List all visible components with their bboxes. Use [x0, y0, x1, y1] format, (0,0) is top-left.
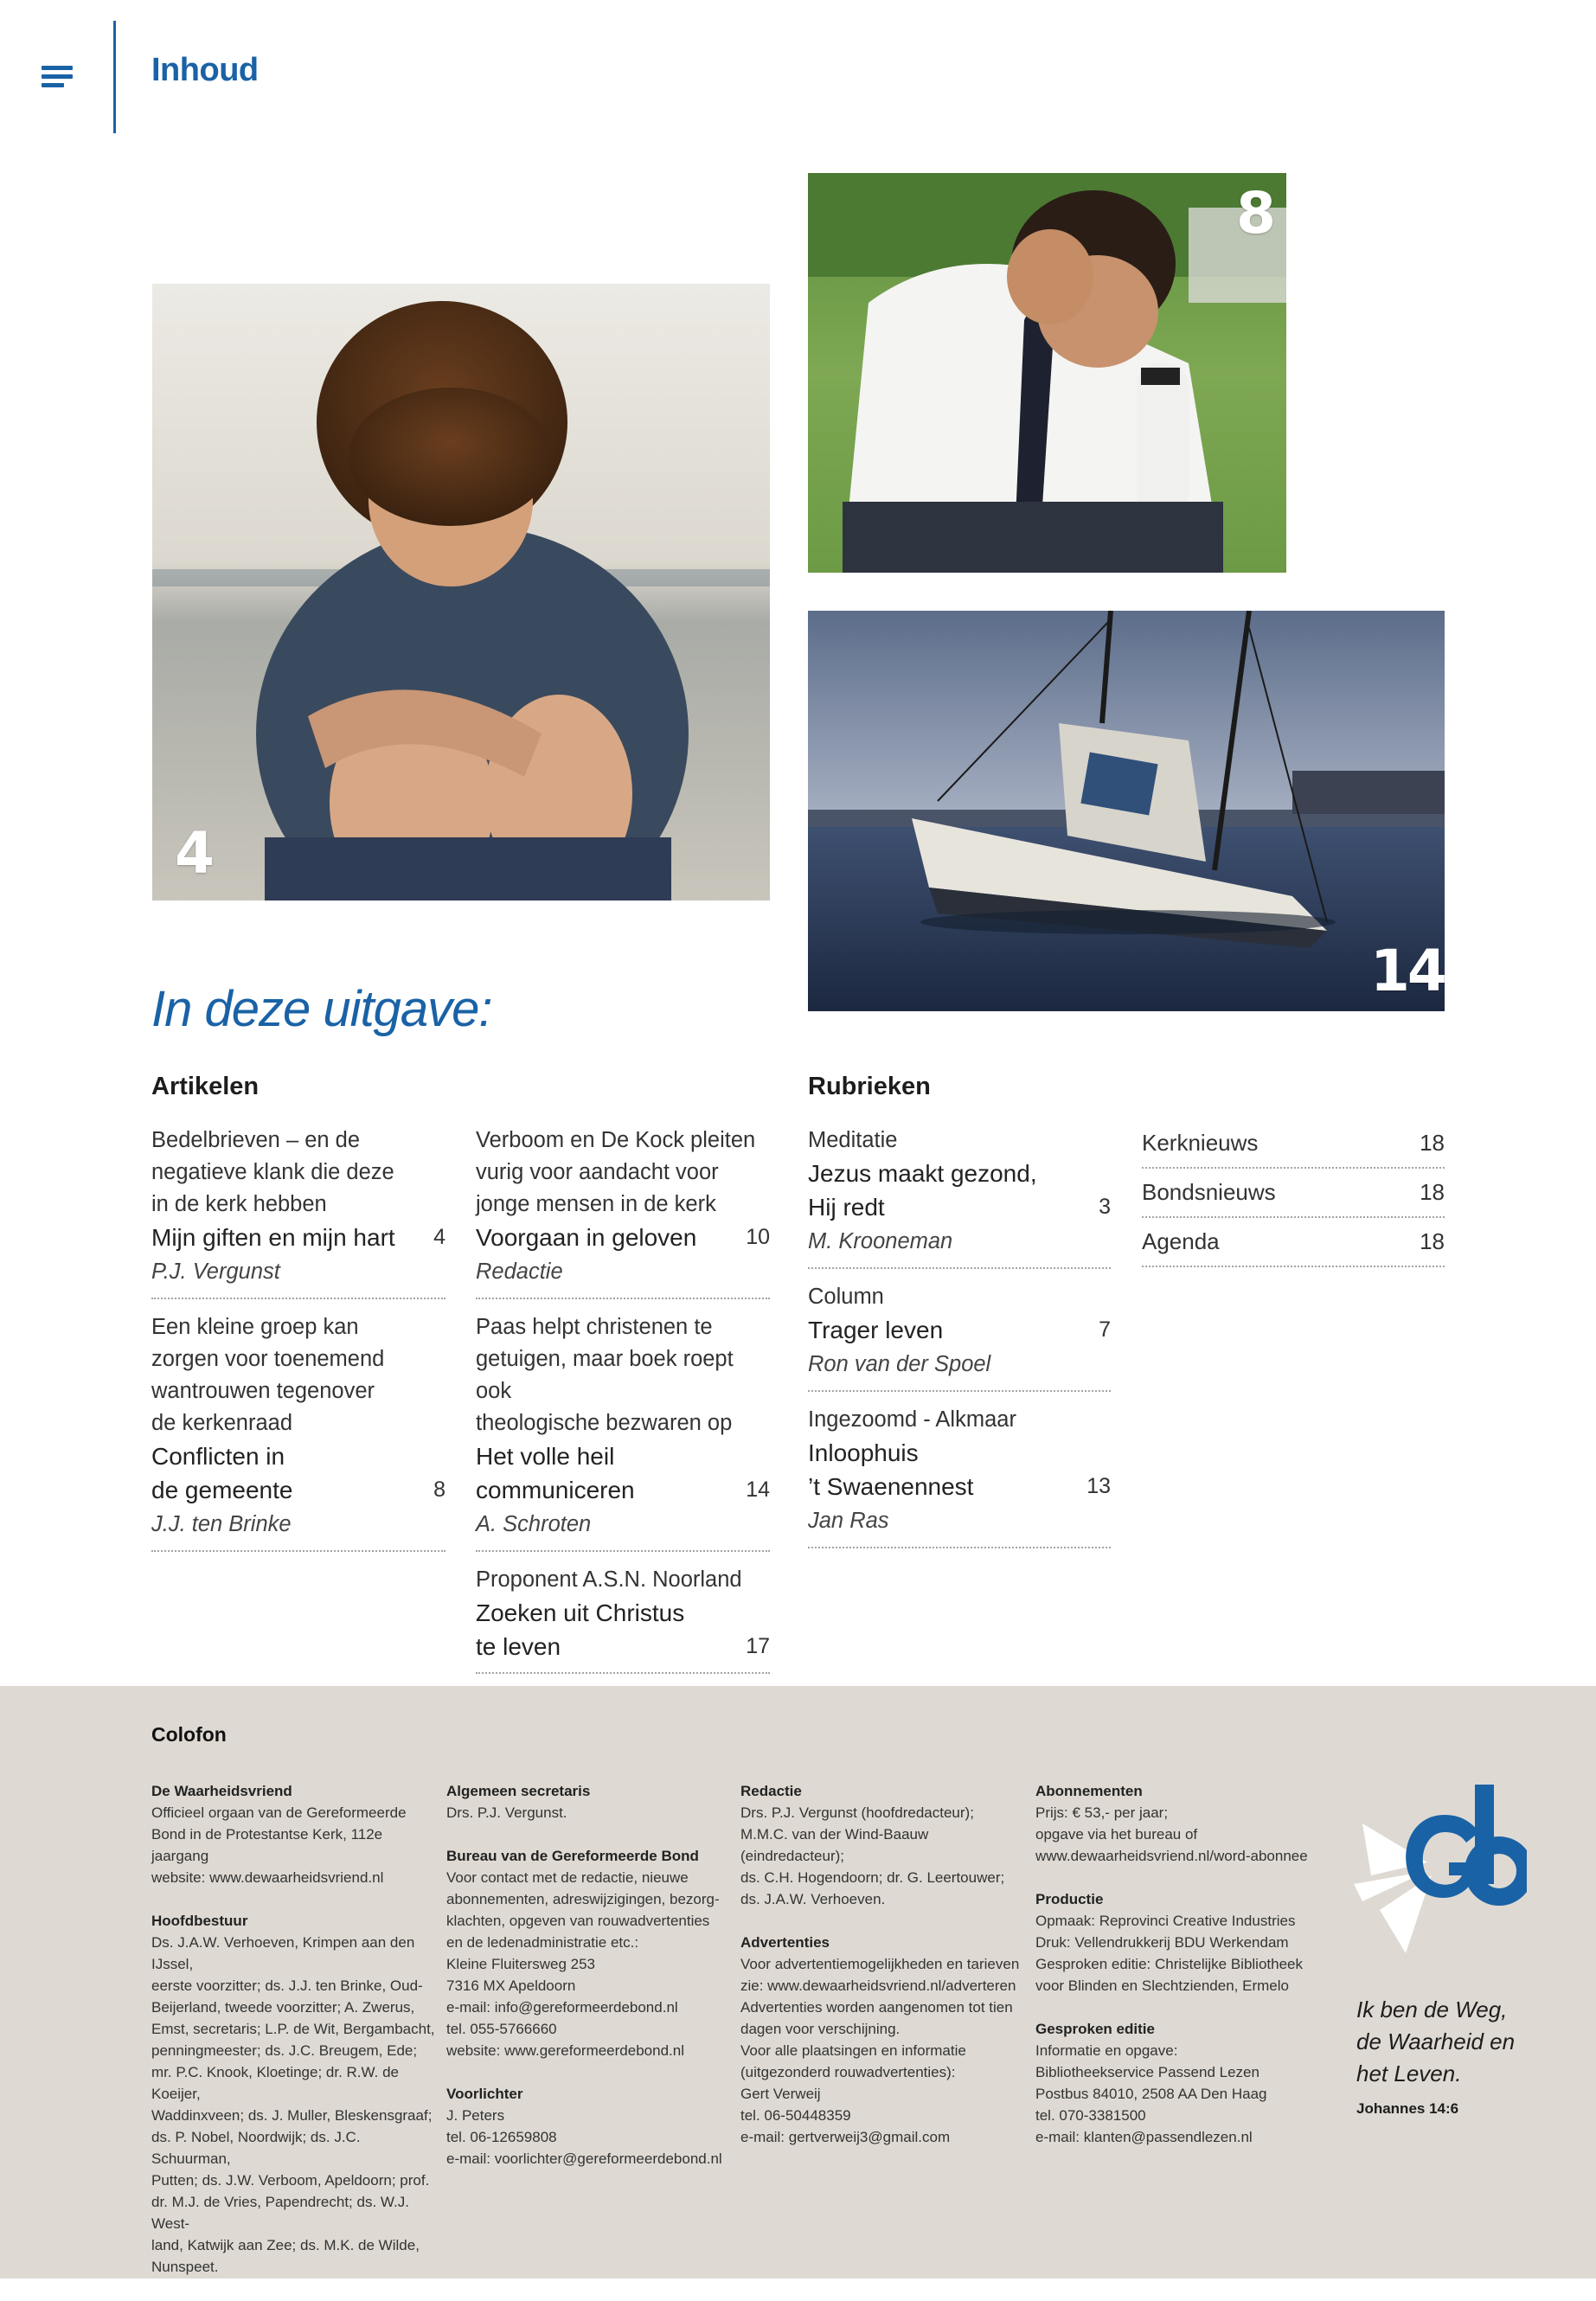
colofon-line: tel. 06-12659808 — [446, 2129, 557, 2145]
photo-child-page-number: 4 — [175, 820, 212, 887]
colofon-line: Emst, secretaris; L.P. de Wit, Bergambacht, — [151, 2021, 435, 2037]
article-author: A. Schroten — [476, 1512, 592, 1536]
rubriek-label: Bondsnieuws — [1142, 1179, 1276, 1205]
colofon-section-heading: Algemeen secretaris — [446, 1783, 591, 1799]
article-kicker: wantrouwen tegenover — [151, 1379, 375, 1403]
rubriek-page-number: 18 — [1420, 1130, 1445, 1156]
colofon-line: zie: www.dewaarheidsvriend.nl/adverteren — [740, 1977, 1016, 1994]
bible-quote-reference: Johannes 14:6 — [1356, 2100, 1459, 2117]
colofon-section-heading: Redactie — [740, 1783, 802, 1799]
rubriek-page-number: 13 — [1086, 1474, 1111, 1498]
article-page-number: 10 — [746, 1225, 770, 1249]
article-kicker: Bedelbrieven – en de — [151, 1128, 361, 1152]
contents-heading: In deze uitgave: — [151, 981, 492, 1037]
colofon-line: dagen voor verschijning. — [740, 2021, 901, 2037]
colofon-line: voor Blinden en Slechtzienden, Ermelo — [1035, 1977, 1289, 1994]
colofon-section-heading: Gesproken editie — [1035, 2021, 1155, 2037]
colofon-line: Gesproken editie: Christelijke Bibliotheek — [1035, 1956, 1303, 1972]
article-kicker: Proponent A.S.N. Noorland — [476, 1567, 742, 1592]
rubriek-author: M. Krooneman — [808, 1229, 953, 1253]
colofon-line: e-mail: gertverweij3@gmail.com — [740, 2129, 951, 2145]
artikelen-column-1 — [151, 1125, 445, 1564]
colofon-spacer — [740, 1910, 1026, 1932]
colofon-column-3 — [740, 1780, 1026, 2148]
rubriek-page-number: 18 — [1420, 1228, 1445, 1254]
colofon-line: Beijerland, tweede voorzitter; A. Zwerus, — [151, 1999, 415, 2016]
colofon-line: ds. J.A.W. Verhoeven. — [740, 1891, 886, 1907]
colofon-line: Drs. P.J. Vergunst (hoofdredacteur); — [740, 1804, 974, 1821]
rubriek-item-kerknieuws[interactable] — [1142, 1125, 1445, 1169]
colofon-column-2 — [446, 1780, 732, 2170]
bible-quote — [1356, 1994, 1515, 2090]
rubriek-title: Jezus maakt gezond, — [808, 1160, 1037, 1187]
colofon-spacer — [1035, 1997, 1321, 2018]
colofon-line: opgave via het bureau of — [1035, 1826, 1198, 1843]
colofon-line: tel. 070-3381500 — [1035, 2107, 1146, 2124]
colofon-line: Bibliotheekservice Passend Lezen — [1035, 2064, 1259, 2080]
colofon-line: land, Katwijk aan Zee; ds. M.K. de Wilde, — [151, 2237, 420, 2253]
article-kicker: theologische bezwaren op — [476, 1411, 733, 1435]
rubriek-entry[interactable] — [808, 1125, 1111, 1269]
colofon-line: M.M.C. van der Wind-Baauw (eindredacteur); — [740, 1826, 929, 1864]
colofon-line: Bond in de Protestantse Kerk, 112e jaargang — [151, 1826, 383, 1864]
photo-boat-page-number: 14 — [1370, 938, 1445, 1004]
quote-line: de Waarheid en — [1356, 2029, 1516, 2054]
article-title: Mijn giften en mijn hart — [151, 1224, 395, 1251]
article-entry[interactable] — [151, 1125, 445, 1299]
article-author: Redactie — [476, 1259, 563, 1284]
rubriek-title: Hij redt — [808, 1194, 885, 1221]
article-title: Conflicten in — [151, 1443, 285, 1470]
colofon-section-heading: Hoofdbestuur — [151, 1913, 248, 1929]
colofon-column-4 — [1035, 1780, 1321, 2148]
article-kicker: negatieve klank die deze — [151, 1160, 394, 1184]
colofon-line: Officieel orgaan van de Gereformeerde — [151, 1804, 407, 1821]
article-author: J.J. ten Brinke — [151, 1512, 292, 1536]
colofon-section-heading: Advertenties — [740, 1934, 830, 1951]
colofon-column-1 — [151, 1780, 437, 2278]
rubriek-label: Agenda — [1142, 1228, 1220, 1254]
boat-photo-illustration — [808, 611, 1445, 1011]
colofon-line: Advertenties worden aangenomen tot tien — [740, 1999, 1013, 2016]
man-photo-illustration — [808, 173, 1286, 573]
colofon-line: eerste voorzitter; ds. J.J. ten Brinke, Oud- — [151, 1977, 423, 1994]
article-kicker: in de kerk hebben — [151, 1192, 327, 1216]
article-title: te leven — [476, 1633, 561, 1660]
article-kicker: jonge mensen in de kerk — [476, 1192, 716, 1216]
article-title: Voorgaan in geloven — [476, 1224, 697, 1251]
article-author: P.J. Vergunst — [151, 1259, 280, 1284]
artikelen-column-2 — [476, 1125, 770, 1686]
rubriek-page-number: 7 — [1099, 1317, 1111, 1342]
article-kicker: Verboom en De Kock pleiten — [476, 1128, 756, 1152]
colofon-line: klachten, opgeven van rouwadvertenties — [446, 1913, 710, 1929]
colofon-line: Voor contact met de redactie, nieuwe — [446, 1869, 689, 1886]
colofon-line: Prijs: € 53,- per jaar; — [1035, 1804, 1169, 1821]
artikelen-heading: Artikelen — [151, 1073, 260, 1100]
rubriek-author: Ron van der Spoel — [808, 1352, 991, 1376]
rubriek-item-agenda[interactable] — [1142, 1223, 1445, 1267]
colofon-heading: Colofon — [151, 1723, 227, 1746]
rubrieken-heading: Rubrieken — [808, 1073, 931, 1100]
colofon-section-heading: Voorlichter — [446, 2086, 523, 2102]
colofon-line: abonnementen, adreswijzigingen, bezorg- — [446, 1891, 720, 1907]
rubrieken-column-2 — [1142, 1125, 1445, 1272]
colofon-line: 7316 MX Apeldoorn — [446, 1977, 576, 1994]
colofon-line: en de ledenadministratie etc.: — [446, 1934, 639, 1951]
rubriek-kicker: Meditatie — [808, 1128, 898, 1152]
colofon-section-heading: De Waarheidsvriend — [151, 1783, 292, 1799]
article-page-number: 14 — [746, 1477, 770, 1502]
colofon-line: Ds. J.A.W. Verhoeven, Krimpen aan den IJssel, — [151, 1934, 415, 1972]
hamburger-menu-icon[interactable] — [42, 66, 73, 88]
colofon-line: Postbus 84010, 2508 AA Den Haag — [1035, 2086, 1267, 2102]
rubriek-title: ’t Swaenennest — [808, 1473, 974, 1500]
colofon-line: tel. 055-5766660 — [446, 2021, 557, 2037]
colofon-line: Nunspeet. — [151, 2259, 219, 2275]
colofon-line: Gert Verweij — [740, 2086, 821, 2102]
rubriek-title: Trager leven — [808, 1317, 944, 1343]
article-kicker: de kerkenraad — [151, 1411, 293, 1435]
rubriek-entry[interactable] — [808, 1404, 1111, 1548]
quote-line: Ik ben de Weg, — [1356, 1997, 1508, 2022]
colofon-line: Druk: Vellendrukkerij BDU Werkendam — [1035, 1934, 1289, 1951]
photo-child-article-4[interactable] — [152, 284, 770, 901]
colofon-line: www.dewaarheidsvriend.nl/word-abonnee — [1035, 1848, 1308, 1864]
article-kicker: Paas helpt christenen te — [476, 1315, 713, 1339]
colofon-section-heading: Productie — [1035, 1891, 1104, 1907]
rubrieken-column-1 — [808, 1125, 1111, 1561]
rubriek-page-number: 3 — [1099, 1195, 1111, 1219]
colofon-line: Informatie en opgave: — [1035, 2042, 1178, 2059]
gereformeerde-bond-logo — [1354, 1780, 1527, 1971]
colofon-line: ds. P. Nobel, Noordwijk; ds. J.C. Schuurman, — [151, 2129, 361, 2167]
colofon-line: e-mail: klanten@passendlezen.nl — [1035, 2129, 1253, 2145]
colofon-line: Voor alle plaatsingen en informatie — [740, 2042, 966, 2059]
colofon-line: Opmaak: Reprovinci Creative Industries — [1035, 1913, 1296, 1929]
article-page-number: 17 — [746, 1634, 770, 1658]
colofon-section-heading: Abonnementen — [1035, 1783, 1143, 1799]
colofon-line: ds. C.H. Hogendoorn; dr. G. Leertouwer; — [740, 1869, 1005, 1886]
article-title: Zoeken uit Christus — [476, 1599, 685, 1626]
colofon-spacer — [151, 1888, 437, 1910]
rubriek-item-bondsnieuws[interactable] — [1142, 1174, 1445, 1218]
photo-boat-article-14[interactable] — [808, 611, 1445, 1011]
photo-man-page-number: 8 — [1236, 180, 1273, 247]
child-photo-illustration — [152, 284, 770, 901]
article-entry[interactable] — [476, 1311, 770, 1552]
colofon-line: e-mail: info@gereformeerdebond.nl — [446, 1999, 678, 2016]
colofon-line: J. Peters — [446, 2107, 505, 2124]
article-entry[interactable] — [476, 1564, 770, 1674]
article-page-number: 8 — [433, 1477, 445, 1502]
rubriek-title: Inloophuis — [808, 1439, 919, 1466]
colofon-line: website: www.gereformeerdebond.nl — [446, 2042, 684, 2059]
colofon-line: website: www.dewaarheidsvriend.nl — [151, 1869, 384, 1886]
rubriek-kicker: Ingezoomd - Alkmaar — [808, 1407, 1016, 1432]
colofon-line: penningmeester; ds. J.C. Breugem, Ede; — [151, 2042, 418, 2059]
rubriek-author: Jan Ras — [808, 1509, 889, 1533]
header-divider — [113, 21, 116, 133]
article-title: Het volle heil — [476, 1443, 615, 1470]
colofon-line: Waddinxveen; ds. J. Muller, Bleskensgraaf; — [151, 2107, 433, 2124]
article-kicker: vurig voor aandacht voor — [476, 1160, 719, 1184]
colofon-line: e-mail: voorlichter@gereformeerdebond.nl — [446, 2150, 722, 2167]
colofon-line: (uitgezonderd rouwadvertenties): — [740, 2064, 956, 2080]
article-page-number: 4 — [433, 1225, 445, 1249]
colofon-line: Drs. P.J. Vergunst. — [446, 1804, 567, 1821]
colofon-spacer — [1035, 1867, 1321, 1888]
colofon-section-heading: Bureau van de Gereformeerde Bond — [446, 1848, 699, 1864]
colofon-line: Voor advertentiemogelijkheden en tarieven — [740, 1956, 1020, 1972]
photo-man-article-8[interactable] — [808, 173, 1286, 573]
article-entry[interactable] — [476, 1125, 770, 1299]
article-kicker: getuigen, maar boek roept ook — [476, 1347, 734, 1403]
article-kicker: zorgen voor toenemend — [151, 1347, 385, 1371]
colofon-spacer — [446, 2061, 732, 2083]
colofon-line: mr. P.C. Knook, Kloetinge; dr. R.W. de Koeijer, — [151, 2064, 399, 2102]
quote-line: het Leven. — [1356, 2061, 1462, 2086]
colofon-line: Putten; ds. J.W. Verboom, Apeldoorn; prof. — [151, 2172, 430, 2189]
colofon-line: tel. 06-50448359 — [740, 2107, 851, 2124]
page-title: Inhoud — [151, 52, 259, 88]
rubriek-entry[interactable] — [808, 1281, 1111, 1392]
article-entry[interactable] — [151, 1311, 445, 1552]
rubriek-label: Kerknieuws — [1142, 1130, 1259, 1156]
colofon-spacer — [446, 1823, 732, 1845]
article-kicker: Een kleine groep kan — [151, 1315, 359, 1339]
article-title: de gemeente — [151, 1477, 293, 1503]
rubriek-page-number: 18 — [1420, 1179, 1445, 1205]
rubriek-kicker: Column — [808, 1285, 884, 1309]
colofon-line: Kleine Fluitersweg 253 — [446, 1956, 595, 1972]
article-title: communiceren — [476, 1477, 635, 1503]
colofon-line: dr. M.J. de Vries, Papendrecht; ds. W.J. West- — [151, 2194, 409, 2232]
